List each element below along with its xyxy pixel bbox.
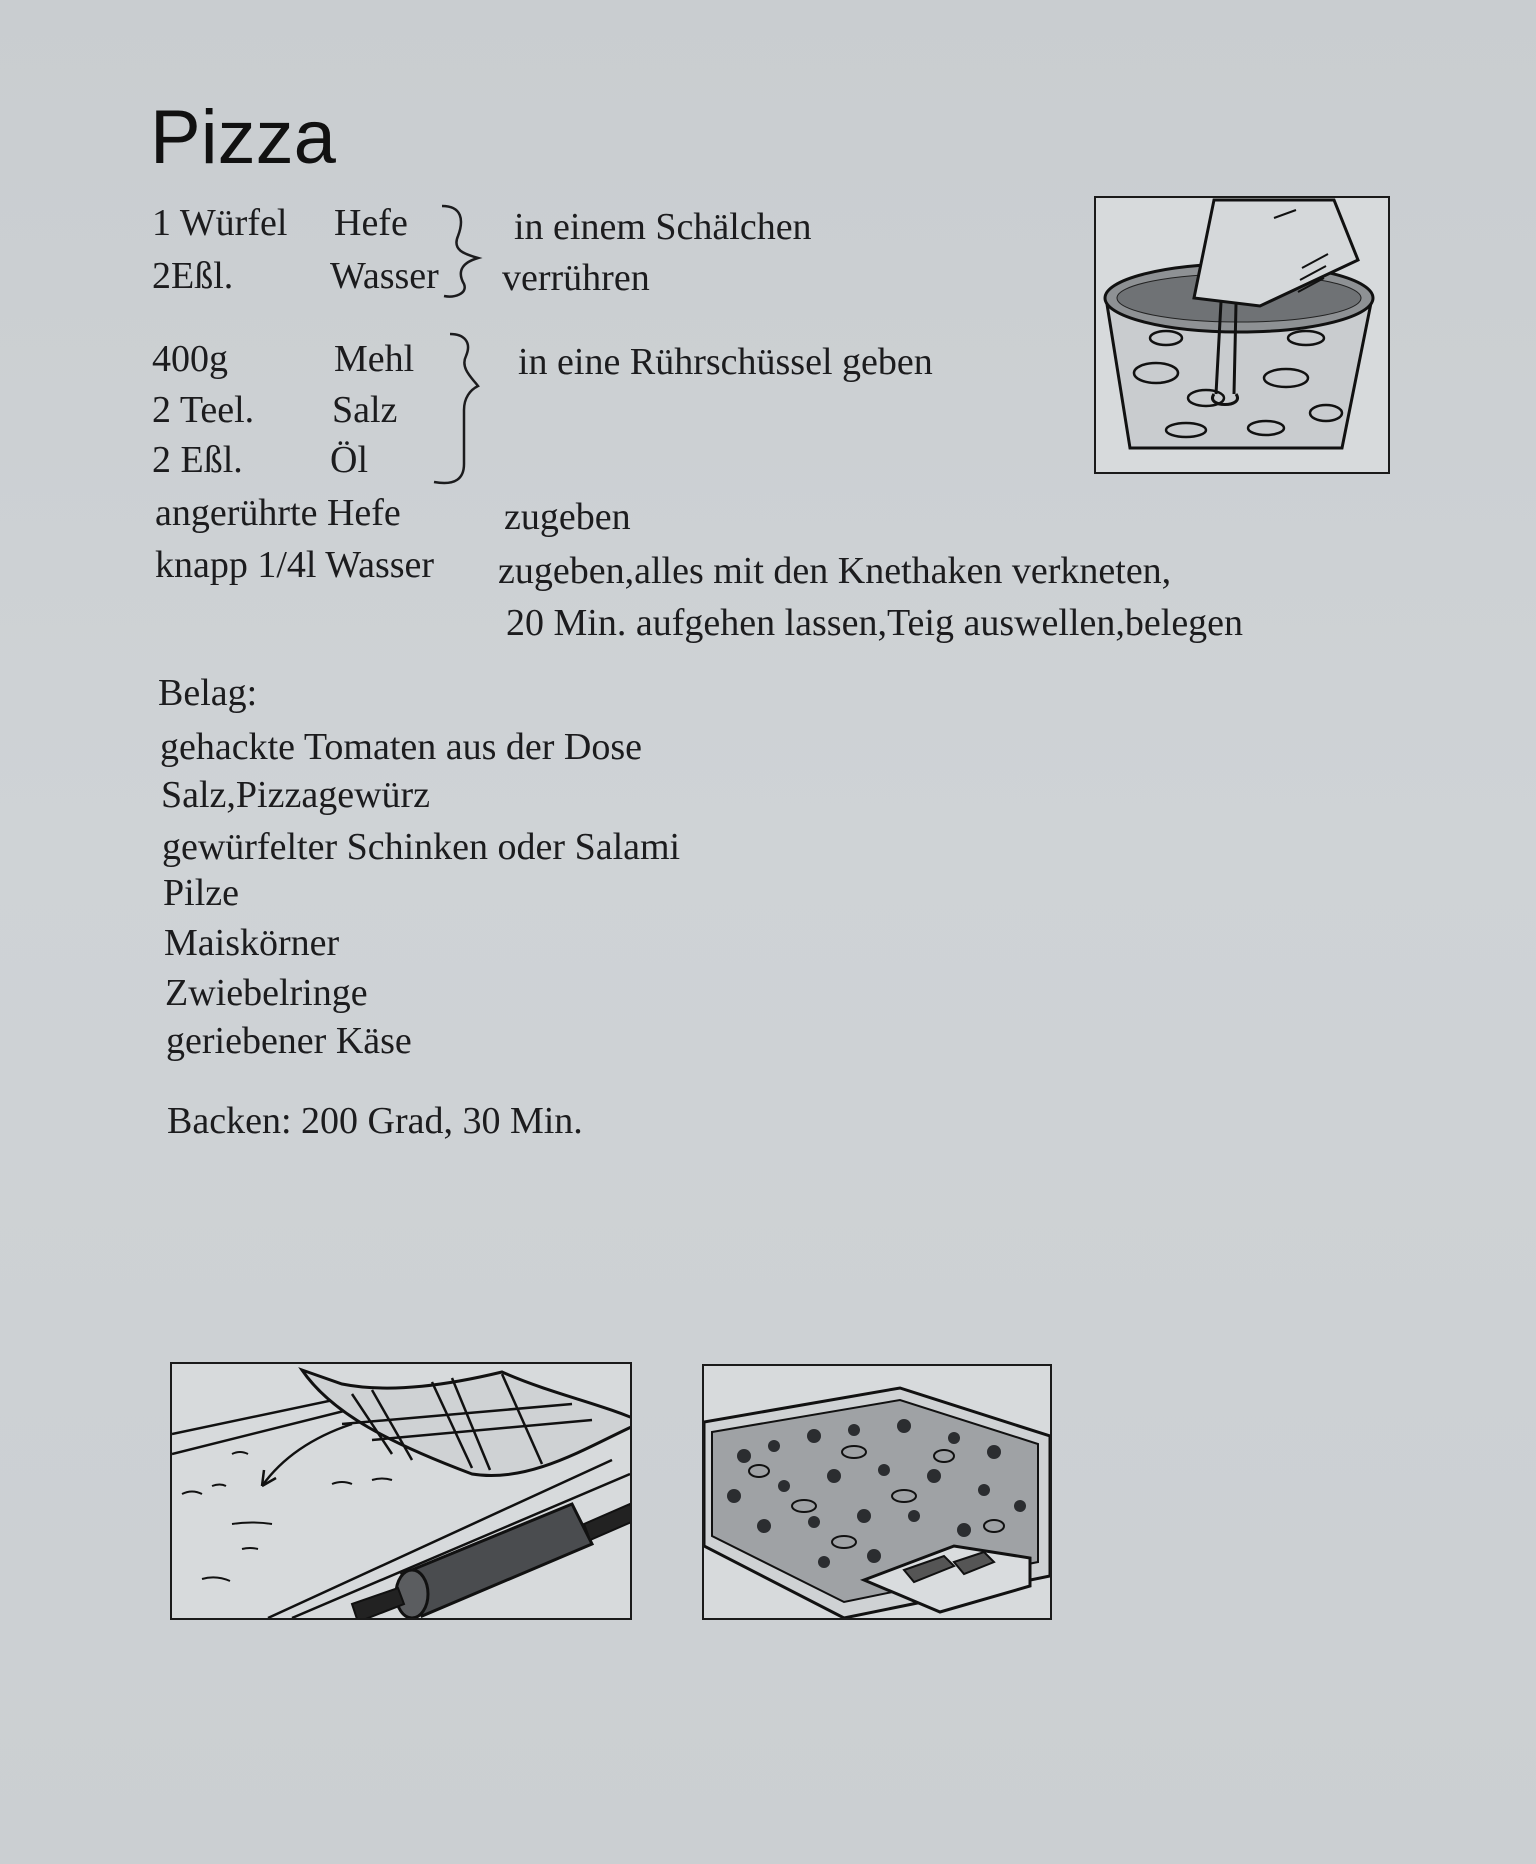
brace-icon [440,200,490,300]
step3-instruction-3: 20 Min. aufgehen lassen,Teig auswellen,belegen [506,602,1244,644]
step1-instruction-2: verrühren [502,257,650,299]
belag-item: Zwiebelringe [165,972,368,1014]
step2-qty-2: 2 Teel. [152,389,255,431]
step2-item-3: Öl [330,439,368,481]
step2-qty-3: 2 Eßl. [152,439,243,481]
belag-item: gewürfelter Schinken oder Salami [162,826,681,868]
step3-instruction-2: zugeben,alles mit den Knethaken verkneten, [498,550,1172,592]
step2-item-2: Salz [332,389,398,431]
belag-item: Salz,Pizzagewürz [161,774,431,816]
pizza-tray-illustration [702,1364,1052,1620]
mixer-illustration [1094,196,1390,474]
belag-heading: Belag: [158,672,258,714]
step1-qty-2: 2Eßl. [152,255,234,297]
step2-instruction: in eine Rührschüssel geben [518,341,933,383]
step3-item-1: angerührte Hefe [155,492,401,534]
step1-item-2: Wasser [330,255,439,297]
brace-icon [420,328,490,488]
recipe-title: Pizza [150,95,336,180]
belag-item: Pilze [163,872,239,914]
step2-qty-1: 400g [152,338,228,380]
baking-instruction: Backen: 200 Grad, 30 Min. [167,1100,583,1142]
belag-item: geriebener Käse [166,1020,412,1062]
step1-item-1: Hefe [334,202,408,244]
belag-item: Maiskörner [164,922,340,964]
step3-instruction-1: zugeben [504,496,631,538]
belag-item: gehackte Tomaten aus der Dose [160,726,643,768]
step3-item-2: knapp 1/4l Wasser [155,544,435,586]
step1-instruction-1: in einem Schälchen [514,206,812,248]
step2-item-1: Mehl [334,338,415,380]
rolling-pin-illustration [170,1362,632,1620]
step1-qty-1: 1 Würfel [152,202,288,244]
